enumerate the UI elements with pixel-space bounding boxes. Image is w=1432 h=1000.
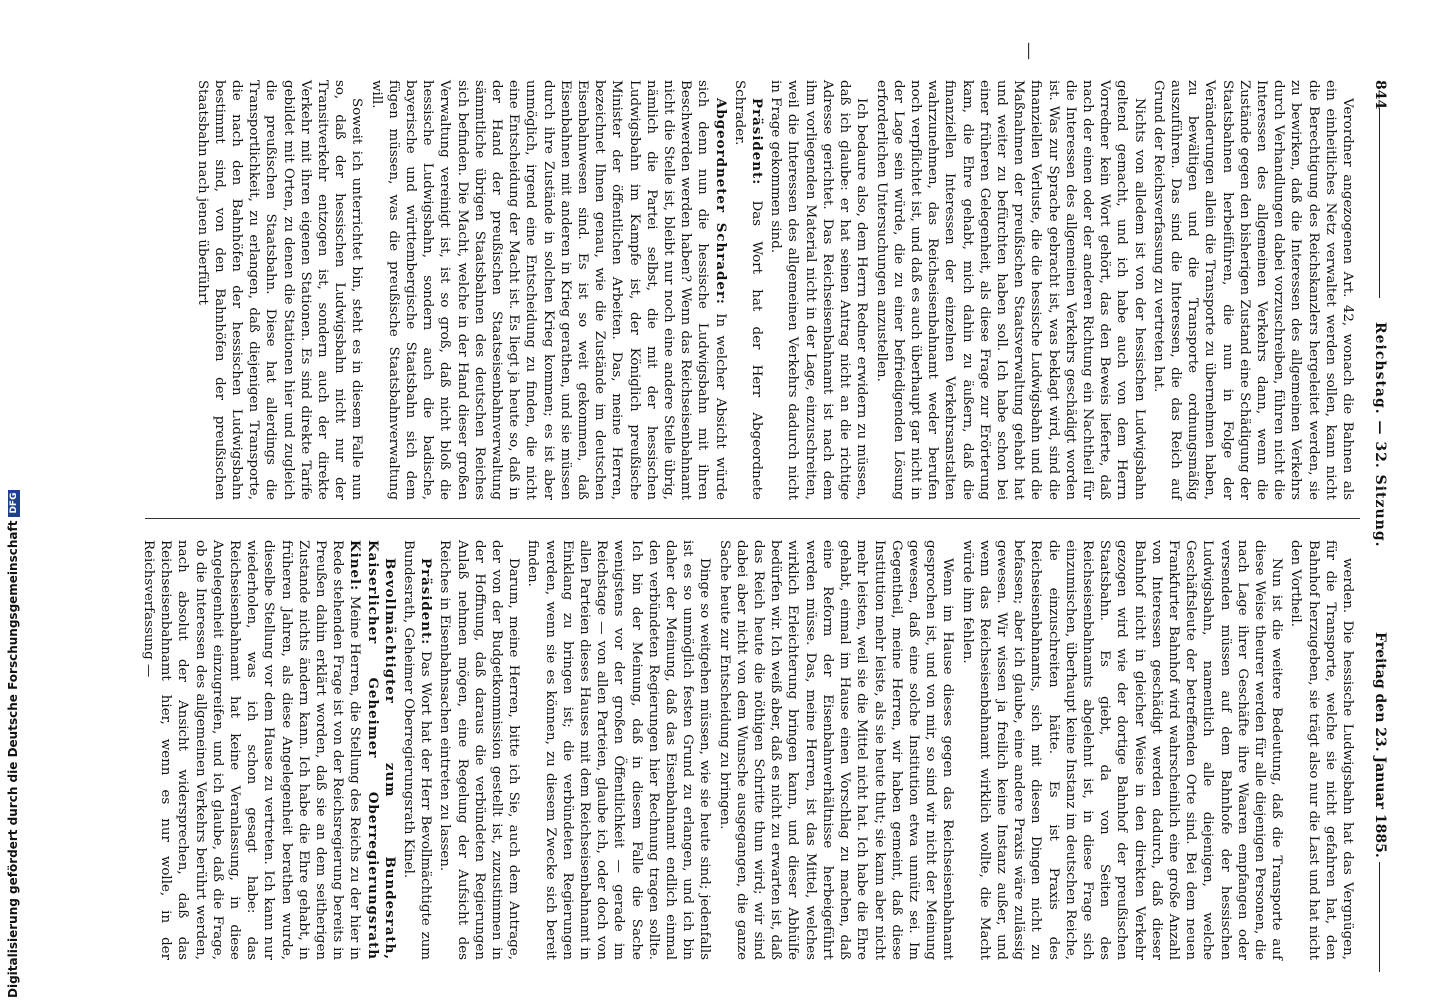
speech-text: Das Wort hat der Herr Abgeordnete Schrader. [731, 80, 765, 500]
rotated-page [80, 42, 1390, 992]
margin-mark: — [1019, 42, 1040, 60]
column-divider [145, 518, 1360, 519]
header-rule-right [1379, 862, 1380, 972]
paragraph: Ich bedaure also, dem Herrn Redner erwidern zu müssen, daß ich glaube: er hat seinen Antrag nicht an die richtige Adresse gerichtet. Das Reichseisenbahnamt ist nach dem ihm vorliegenden Material nicht in der Lage, einzuschreiten, weil die Interessen des allgemeinen Verkehrs dadurch nicht in Frage gekommen sind. [768, 80, 870, 500]
paragraph: Darum, meine Herren, bitte ich Sie, auch dem Antrage, der von der Budgetkommission gestellt ist, zuzustimmen in der Hoffnung, daß daraus die verbündeten Regierungen Anlaß nehmen mögen, eine Regelung der Aufsicht des Reiches in Eisenbahnsachen eintreten zu lassen. [437, 540, 522, 960]
speaker-name: Bevollmächtigter zum Bundesrath, Kaiserlicher Geheimer Oberregierungsrath Kinel: [347, 540, 398, 960]
paragraph: Verordner angezogenen Art. 42, wonach die Bahnen als ein einheitliches Netz verwaltet werden sollen, kann nicht die Berechtigung des Reichskanzlers hergeleitet werden, sie zu bewirken, daß die Interessen des allgemeinen Verkehrs durch Verhandlungen dabei vorzuschreiben, führen nicht die Interessen des allgemeinen Verkehrs dann, wenn die Zustände gegen den bisherigen Zustand eine Schädigung der Staatsbahnen herbeiführen, die nun in Folge der Veränderungen allein die Transporte zu übernehmen haben, zu bewältigen und die Transporte ordnungsmäßig auszuführen. Das sind die Interessen, die das Reich auf Grund der Reichsverfassung zu vertreten hat. [1150, 80, 1355, 500]
paragraph: werden. Die hessische Ludwigsbahn hat das Vergnügen, für die Transporte, welche sie nicht gefahren hat, den Bahnhof herzugeben, sie trägt also nur die Last und hat nicht den Vortheil. [1288, 540, 1355, 960]
speech-text: Meine Herren, die Stellung des Reichs zu der hier in Rede stehenden Frage ist von der Reichsregierung bereits in Preußen dahin erklärt worden, daß sie an dem seitherigen Zustande nichts ändern kann. Ich habe die Ehre gehabt, in früheren Jahren, als diese Angelegenheit berathen wurde, dieselbe Stellung vor dem Hause zu vertreten. Ich kann nur wiederholen, was ich schon gesagt habe: das Reichseisenbahnamt hat keine Veranlassung, in diese Angelegenheit einzugreifen, und ich glaube, daß die Frage, ob die Interessen des allgemeinen Verkehrs berührt werden, nach absolut der Ansicht widersprechen, daß das Reichseisenbahnamt hier, wenn es nur wolle, in der Reichsverfassung — [140, 540, 363, 961]
digitization-credit [6, 492, 28, 998]
running-head [1364, 72, 1390, 992]
right-column [140, 540, 1356, 961]
left-column [156, 80, 1356, 500]
paragraph: Soweit ich unterrichtet bin, steht es in diesem Falle nun so, daß der hessischen Ludwigsbahn nicht nur der Transitverkehr entzogen ist, sondern auch der direkte Verkehr mit ihren eigenen Stationen. Es sind direkte Tarife gebildet mit Orten, zu denen die Stationen hier und zugleich die preußischen Staatsbahn. Diese hat allerdings die Transportlichkeit, zu erlangen, daß diejenigen Transporte, die nach den Bahnhöfen der hessischen Ludwigsbahn bestimmt sind, von den Bahnhöfen der preußischen Staatsbahn nach jenen überführt [194, 80, 365, 500]
speaker-name: Abgeordneter Schrader: [712, 98, 729, 305]
paragraph: Nun ist die weitere Bedeutung, daß die Transporte auf diese Weise theurer werden für alle diejenigen Personen, die nach Lage ihrer Geschäfte ihre Waaren empfangen oder versenden müssen auf dem Bahnhofe der hessischen Ludwigsbahn, namentlich alle diejenigen, welche Geschäftsleute der betreffenden Orte sind. Bei dem neuen Frankfurter Bahnhof wird wahrscheinlich eine große Anzahl von Interessen geschädigt werden dadurch, daß dieser Bahnhof nicht in gleicher Weise in den direkten Verkehr gezogen wird wie der dortige Bahnhof der preußischen Staatsbahn. Es giebt, da von Seiten des Reichseisenbahnamts abgelehnt ist, in diese Frage sich einzumischen, überhaupt keine Instanz im deutschen Reiche, die einzuschreiten hätte. Es ist Praxis des Reichseisenbahnamts, sich mit diesen Dingen nicht zu befassen; aber ich glaube, eine andere Praxis wäre zulässig gewesen. Wir wissen ja freilich keine Instanz außer, und wenn das Reichseisenbahnamt wirklich wollte, die Macht würde ihm fehlen. [959, 540, 1285, 960]
speaker-name: Präsident: [418, 558, 435, 646]
paragraph: Nichts von alledem ist von der hessischen Ludwigsbahn geltend gemacht, und ich habe auch von dem Herrn Vorredner kein Wort gehört, das den Beweis lieferte, daß nach der einen oder der anderen Richtung ein Nachtheil für die Interessen des allgemeinen Verkehrs geschädigt worden ist. Was zur Sprache gebracht ist, was beklagt wird, sind die finanziellen Verluste, die die hessische Ludwigsbahn und die Maßnahmen der preußischen Staatsverwaltung gehabt hat und weiter zu befürchten haben soll. Ich habe schon bei einer früheren Gelegenheit, als diese Frage zur Erörterung kam, die Ehre gehabt, mich dahin zu äußern, daß die finanziellen Interessen der einzelnen Verkehrsanstalten wahrzunehmen, das Reichseisenbahnamt weder berufen noch verpflichtet ist, und daß es auch überhaupt gar nicht in der Lage sein würde, die zu einer befriedigenden Lösung erforderlichen Untersuchungen anzustellen. [873, 80, 1147, 500]
header-rule-left [1379, 108, 1380, 298]
header-date: Freitag den 23. Januar 1885. [1372, 632, 1388, 858]
credit-text: Digitalisierung gefördert durch die Deutsche Forschungsgemeinschaft [6, 520, 20, 998]
speech [140, 540, 398, 960]
page-number: 844 [1372, 80, 1388, 110]
speech-text: Das Wort hat der Herr Bevollmächtigte zum Bundesrath, Geheimer Oberregierungsrath Kinel. [401, 540, 434, 960]
speech-text: In welcher Absicht würde sich denn nun die hessische Ludwigsbahn mit ihren Beschwerden werden haben? Wenn das Reichseisenbahnamt nicht die Stelle ist, bleibt nur noch eine andere Stelle übrig, nämlich die Partei selbst, die mit der hessischen Ludwigsbahn im Kampfe ist, der Königlich preußische Minister der öffentlichen Arbeiten. Das, meine Herren, bezeichnet Ihnen genau, wie die Zustände im deutschen Eisenbahnwesen sind. Es ist so weit gekommen, daß Eisenbahnen mit anderen in Krieg gerathen, und sie müssen durch ihre Zustände in solchen Krieg kommen; es ist aber unmöglich, irgend eine Entscheidung zu finden, die nicht eine Entscheidung der Macht ist. Es liegt ja heute so, daß in der Hand der preußischen Staatseisenbahnverwaltung sämmtliche übrigen Staatsbahnen des deutschen Reiches sich befinden. Die Macht, welche in der Hand dieser großen Verwaltung vereinigt ist, ist so groß, daß nicht bloß die hessische Ludwigsbahn, sondern auch die badische, bayerische und württembergische Staatsbahn sich dem fügen müssen, was die preußische Staatsbahnverwaltung will. [368, 80, 728, 500]
speech [400, 540, 434, 960]
header-title: Reichstag. — 32. Sitzung. [1372, 322, 1388, 548]
dfg-logo: DFG [8, 490, 20, 517]
speaker-name: Präsident: [749, 98, 766, 186]
paragraph: Wenn im Hause dieses gegen das Reichseisenbahnamt gesprochen ist, und von mir, so sind wir nicht der Meinung gewesen, daß eine solche Institution etwa unnütz sei. Im Gegentheil, meine Herren, wir haben gemeint, daß diese Institution mehr leiste, als sie heute thut; sie kann aber nicht mehr leisten, weil sie die Mittel nicht hat. Ich habe die Ehre gehabt, einmal im Hause einen Vorschlag zu machen, daß eine Reform der Eisenbahnverhältnisse herbeigeführt werden müsse. Das, meine Herren, ist das Mittel, welches wirklich Erleichterung bringen kann, und dieser Abhülfe bedürfen wir. Ich weiß aber, daß es nicht zu erwarten ist, daß das Reich heute die nöthigen Schritte thun wird; wir sind dabei aber nicht von dem Wunsche ausgegangen, die ganze Sache heute zur Entscheidung zu bringen. [716, 540, 956, 960]
paragraph: Dinge so weitgehen müssen, wie sie heute sind; jedenfalls ist es so unmöglich festen Grund zu erlangen, und ich bin daher der Meinung, daß das Eisenbahnamt endlich einmal den verbündeten Regierungen hier Rechnung tragen sollte. Ich bin der Meinung, daß in diesem Falle die Sache wenigstens vor der großen Öffentlichkeit — gerade im Reichstage — von allen Parteien, glaube ich, oder doch von allen Parteien dieses Hauses mit dem Reichseisenbahnamt in Einklang zu bringen ist; die verbündeten Regierungen werden, wenn sie es können, zu diesem Zwecke sich bereit finden. [525, 540, 713, 960]
speech [367, 80, 728, 500]
speech [731, 80, 765, 500]
